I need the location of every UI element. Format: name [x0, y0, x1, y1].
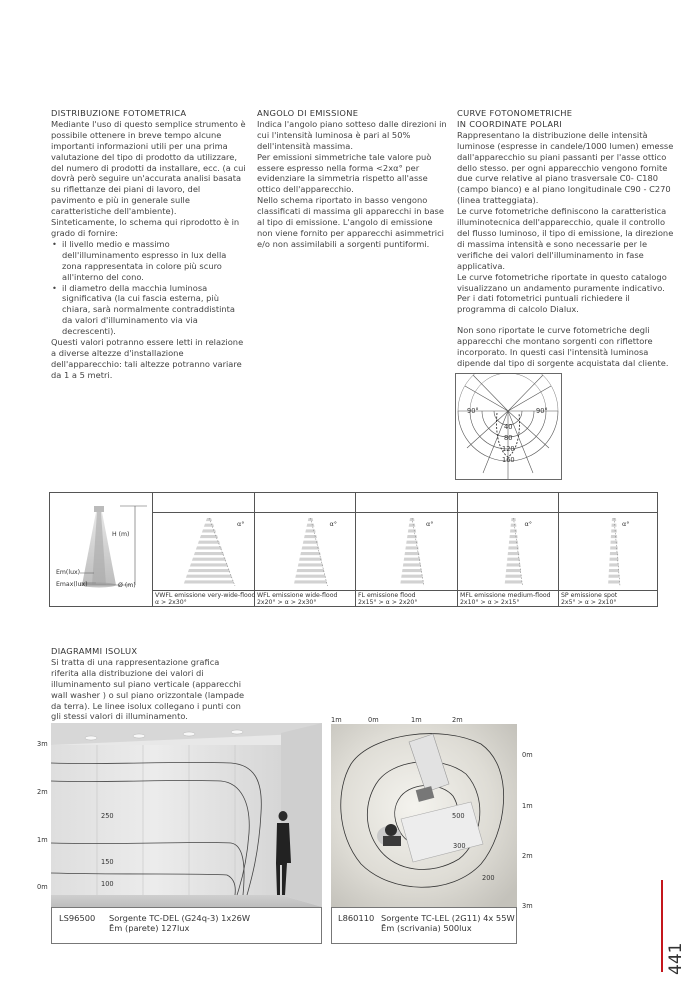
section-title-angolo: ANGOLO DI EMISSIONE: [257, 108, 359, 118]
floor-source: Sorgente TC-LEL (2G11) 4x 55W: [381, 913, 515, 923]
col-curve: [457, 108, 679, 369]
floor-ytick: 3m: [522, 902, 533, 910]
alpha-label: α°: [524, 520, 533, 528]
floor-contour-label: 300: [453, 842, 466, 850]
emax-label: Emax(lux): [56, 581, 88, 588]
col-angolo: [257, 108, 449, 250]
polar-ring-label: 40: [504, 423, 513, 431]
wall-source: Sorgente TC-DEL (G24q-3) 1x26W: [109, 913, 251, 923]
paragraph: Per emissioni simmetriche tale valore può essere espresso nella forma <2xα° per evidenziare la simmetria rispetto all'asse ottico dell'apparecchio.: [257, 151, 432, 195]
emission-type-range: α > 2x30°: [155, 599, 187, 606]
floor-contour-label: 500: [452, 812, 465, 820]
wall-contour-label: 250: [101, 812, 114, 820]
col-isolux: [51, 646, 246, 722]
wall-ytick: 1m: [37, 836, 48, 844]
floor-ytick: 1m: [522, 802, 533, 810]
emission-type-label: FL emissione flood: [358, 592, 416, 599]
paragraph: Nello schema riportato in basso vengono classificati di massima gli apparecchi in base al tipo di emissione. L'angolo di emissione non viene fornito per apparecchi asimmetrici e/o non assimilabili a sorgenti puntiformi.: [257, 195, 444, 249]
beam-cone: [608, 518, 620, 586]
floor-xtick: 0m: [368, 716, 379, 724]
polar-ring-label: 120: [502, 445, 515, 453]
floor-xtick: 2m: [452, 716, 463, 724]
beam-cone: [400, 518, 424, 586]
emission-schema: [50, 493, 152, 606]
emission-type-label: WFL emissione wide-flood: [257, 592, 338, 599]
alpha-label: α°: [237, 520, 245, 528]
alpha-label: α°: [622, 520, 630, 528]
wall-em: Ēm (parete) 127lux: [109, 923, 190, 933]
floor-xtick: 1m: [331, 716, 342, 724]
beam-cones: [152, 512, 658, 590]
bullet-item: • il livello medio e massimo dell'illuminamento espresso in lux della zona rappresentata in colore più scuro all'interno del cono.: [59, 239, 246, 283]
floor-xtick: 1m: [411, 716, 422, 724]
emission-type-label: SP emissione spot: [561, 592, 618, 599]
em-label: Em(lux): [56, 569, 81, 576]
wall-ytick: 3m: [37, 740, 48, 748]
alpha-label: α°: [426, 520, 434, 528]
wall-code: LS96500: [59, 913, 96, 923]
h-label: H (m): [112, 531, 130, 538]
wall-ytick: 2m: [37, 788, 48, 796]
paragraph: Non sono riportate le curve fotometriche degli apparecchi che montano sorgenti con riflettore incorporato. In questi casi l'intensità luminosa dipende dal tipo di sorgente acquistata dal cliente.: [457, 325, 669, 368]
paragraph: Le curve fotometriche definiscono la caratteristica illuminotecnica dell'apparecchio, quale il controllo del flusso luminoso, il tipo di emissione, la direzione di massima intensità e sono necessarie per le verifiche dei valori dell'illuminamento in fase applicativa.: [457, 206, 674, 271]
bullet-item: • il diametro della macchia luminosa significativa (la cui fascia esterna, più chiara, sarà normalmente contraddistinta da valori d'illuminamento via via decrescenti).: [59, 283, 246, 338]
paragraph: Le curve fotometriche riportate in questo catalogo visualizzano un andamento puramente indicativo. Per i dati fotometrici puntuali richiedere il programma di calcolo Dialux.: [457, 271, 667, 315]
beam-cone: [505, 518, 523, 586]
emission-type-range: 2x15° > α > 2x20°: [358, 599, 418, 606]
paragraph: Indica l'angolo piano sotteso dalle direzioni in cui l'intensità luminosa è pari al 50% dell'intensità massima.: [257, 118, 447, 151]
paragraph: Si tratta di una rappresentazione grafica riferita alla distribuzione dei valori di illuminamento sul piano verticale (apparecchi wall washer ) o sul piano orizzontale (lampade da terra). Le linee isolux collegano i punti con gli stessi valori di illuminamento.: [51, 656, 245, 722]
page-number: 441: [666, 942, 686, 975]
section-title-isolux: DIAGRAMMI ISOLUX: [51, 646, 138, 656]
alpha-label: α°: [329, 520, 338, 528]
wall-isolux-image: [51, 723, 322, 907]
diameter-label: Ø (m): [118, 582, 136, 589]
bullet-list: [51, 239, 246, 337]
floor-em: Ēm (scrivania) 500lux: [381, 923, 472, 933]
paragraph: Mediante l'uso di questo semplice strumento è possibile ottenere in breve tempo alcune importanti informazioni utili per una prima valutazione del tipo di prodotto da utilizzare, del numero di prodotti da installare, ecc. (a cui dovrà però seguire un'accurata analisi basata su riflettanze dei piani di lavoro, del pavimento e più in generale sulle caratteristiche dell'ambiente).: [51, 118, 246, 217]
section-title-curve-2: IN COORDINATE POLARI: [457, 118, 563, 129]
section-title-curve-1: CURVE FOTONOMETRICHE: [457, 108, 573, 118]
wall-ytick: 0m: [37, 883, 48, 891]
polar-ring-label: 80: [504, 434, 513, 442]
polar-ring-label: 160: [502, 456, 515, 464]
floor-contour-label: 200: [482, 874, 495, 882]
polar-angle-right: 90°: [536, 407, 548, 415]
emission-type-label: MFL emissione medium-flood: [460, 592, 551, 599]
polar-angle-left: 90°: [467, 407, 479, 415]
col-distribuzione: [51, 108, 246, 381]
table-rule: [152, 590, 658, 591]
page-accent-line: [661, 880, 663, 972]
paragraph: Rappresentano la distribuzione delle intensità luminose (espresse in candele/1000 lumen) emesse dall'apparecchio su piani passanti per l'asse ottico dello stesso. per ogni apparecchio vengono fornite due curve relative al piano trasversale C0- C180 (campo bianco) e al piano longitudinale C90 - C270 (linea tratteggiata).: [457, 129, 674, 206]
emission-type-label: VWFL emissione very-wide-flood: [155, 592, 256, 599]
emission-type-range: 2x10° > α > 2x15°: [460, 599, 520, 606]
wall-contour-label: 150: [101, 858, 114, 866]
floor-ytick: 2m: [522, 852, 533, 860]
beam-cone: [184, 518, 235, 586]
floor-code: L860110: [338, 913, 375, 923]
paragraph: Sinteticamente, lo schema qui riprodotto è in grado di fornire:: [51, 217, 240, 238]
paragraph: Questi valori potranno essere letti in relazione a diverse altezze d'installazione dell'apparecchio: tali altezze potranno variare da 1 a 5 metri.: [51, 337, 244, 380]
emission-type-range: 2x20° > α > 2x30°: [257, 599, 317, 606]
floor-ytick: 0m: [522, 751, 533, 759]
wall-contour-label: 100: [101, 880, 114, 888]
beam-cone: [294, 518, 327, 586]
emission-type-range: 2x5° > α > 2x10°: [561, 599, 617, 606]
section-title-distribuzione: DISTRIBUZIONE FOTOMETRICA: [51, 108, 187, 118]
